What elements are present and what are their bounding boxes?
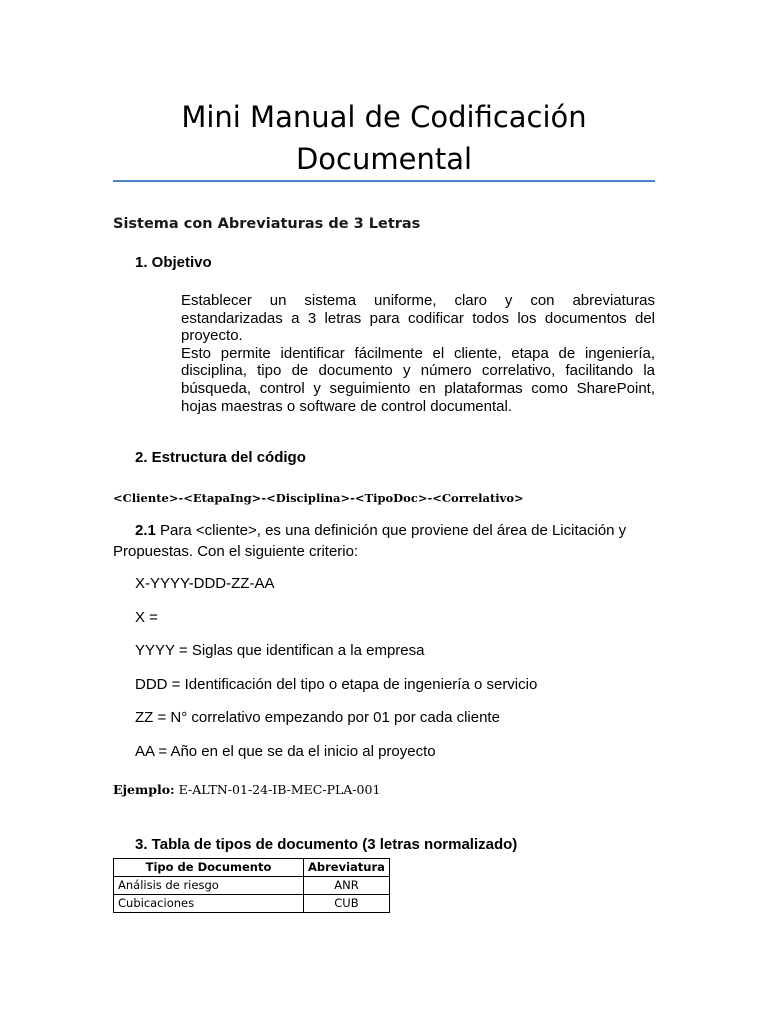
subsection-number: 2.1 bbox=[135, 522, 156, 539]
criterion-format: X-YYYY-DDD-ZZ-AA bbox=[135, 575, 275, 592]
table-header-abreviatura: Abreviatura bbox=[304, 859, 390, 877]
document-title bbox=[113, 96, 655, 180]
subsection-text: Para <cliente>, es una definición que proviene del área de Licitación y Propuestas. Con el siguiente criterio: bbox=[113, 522, 627, 560]
section-heading-objetivo: 1. Objetivo bbox=[135, 254, 212, 271]
table-cell-tipo: Cubicaciones bbox=[114, 895, 304, 913]
objetivo-text-2: Esto permite identificar fácilmente el cliente, etapa de ingeniería, disciplina, tipo de documento y número correlativo, facilitando la búsqueda, control y seguimiento en plataformas como SharePoint, hojas maestras o software de control documental. bbox=[181, 344, 655, 415]
criterion-zz: ZZ = N° correlativo empezando por 01 por cada cliente bbox=[135, 709, 500, 726]
code-template: <Cliente>-<EtapaIng>-<Disciplina>-<TipoDoc>-<Correlativo> bbox=[113, 491, 524, 505]
objetivo-text-1: Establecer un sistema uniforme, claro y con abreviaturas estandarizadas a 3 letras para codificar todos los documentos del proyecto. bbox=[181, 292, 655, 345]
section-heading-tabla: 3. Tabla de tipos de documento (3 letras normalizado) bbox=[135, 836, 518, 853]
example-label: Ejemplo: bbox=[113, 782, 175, 797]
document-title-line-2: Documental bbox=[295, 142, 473, 176]
table-header-tipo: Tipo de Documento bbox=[114, 859, 304, 877]
table-cell-abreviatura: ANR bbox=[304, 877, 390, 895]
document-subtitle: Sistema con Abreviaturas de 3 Letras bbox=[113, 216, 421, 232]
example-code: E-ALTN-01-24-IB-MEC-PLA-001 bbox=[174, 782, 381, 797]
table-header-row bbox=[114, 859, 390, 877]
criterion-aa: AA = Año en el que se da el inicio al proyecto bbox=[135, 743, 436, 760]
table-cell-tipo: Análisis de riesgo bbox=[114, 877, 304, 895]
table-cell-abreviatura: CUB bbox=[304, 895, 390, 913]
title-underline bbox=[113, 180, 655, 182]
example-line bbox=[113, 781, 380, 799]
document-title-line-1: Mini Manual de Codificación bbox=[181, 100, 587, 134]
criterion-yyyy: YYYY = Siglas que identifican a la empresa bbox=[135, 642, 425, 659]
subsection-2-1 bbox=[113, 520, 655, 562]
table-row bbox=[114, 877, 390, 895]
table-row bbox=[114, 895, 390, 913]
objetivo-paragraph bbox=[181, 292, 655, 415]
criterion-ddd: DDD = Identificación del tipo o etapa de ingeniería o servicio bbox=[135, 676, 538, 693]
criterion-x: X = bbox=[135, 609, 158, 626]
section-heading-estructura: 2. Estructura del código bbox=[135, 449, 306, 466]
document-types-table bbox=[113, 858, 390, 913]
